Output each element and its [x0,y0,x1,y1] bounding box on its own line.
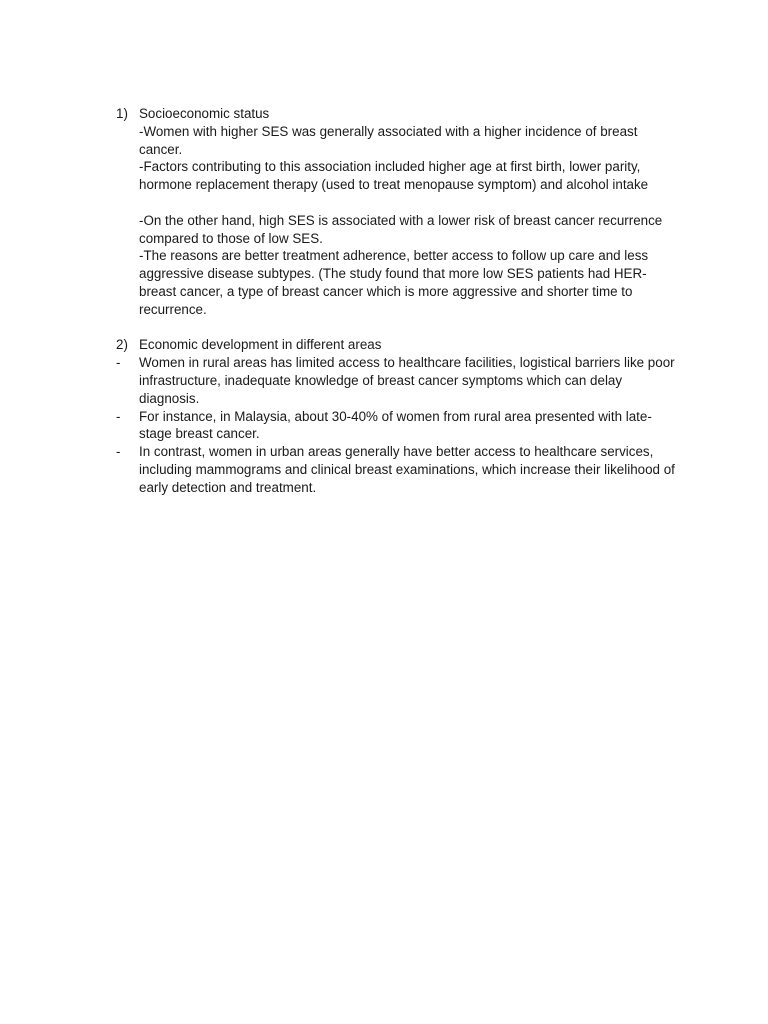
section-number: 1) [116,106,128,121]
bullet-dash: - [116,444,121,460]
paragraph: -Women with higher SES was generally associated with a higher incidence of breast cancer. [139,123,638,157]
section-title: Socioeconomic status [139,106,270,121]
section-economic-development [116,336,678,496]
bullet-dash: - [116,355,121,371]
paragraph: -Factors contributing to this association included higher age at first birth, lower parity, hormone replacement therapy (used to treat menopause symptom) and alcohol intake [139,159,649,193]
section-body [139,123,678,319]
paragraph-spacer [139,194,678,212]
section-number: 2) [116,337,128,353]
section-title: Economic development in different areas [139,337,382,353]
paragraph: -On the other hand, high SES is associated with a lower risk of breast cancer recurrence compared to those of low SES. [139,212,663,246]
bullet-list [116,354,678,496]
paragraph: -The reasons are better treatment adherence, better access to follow up care and less aggressive disease subtypes. (The study found that more low SES patients had HER- breast cancer, a type of breast cancer which is more aggressive and shorter time to recurrence. [139,248,649,317]
section-spacer [116,319,678,337]
list-item-text: For instance, in Malaysia, about 30-40% of women from rural area presented with late-stage breast cancer. [139,408,652,442]
list-item-text: Women in rural areas has limited access to healthcare facilities, logistical barriers like poor infrastructure, inadequate knowledge of breast cancer symptoms which can delay diagnosis. [139,355,675,406]
section-heading [116,336,678,354]
section-heading [116,105,678,123]
document-content [116,105,678,497]
list-item [116,408,678,444]
list-item-text: In contrast, women in urban areas generally have better access to healthcare services, including mammograms and clinical breast examinations, which increase their likelihood of early detection and treatment. [139,444,675,495]
list-item [116,354,678,407]
list-item [116,443,678,496]
section-socioeconomic-status [116,105,678,319]
bullet-dash: - [116,408,121,424]
